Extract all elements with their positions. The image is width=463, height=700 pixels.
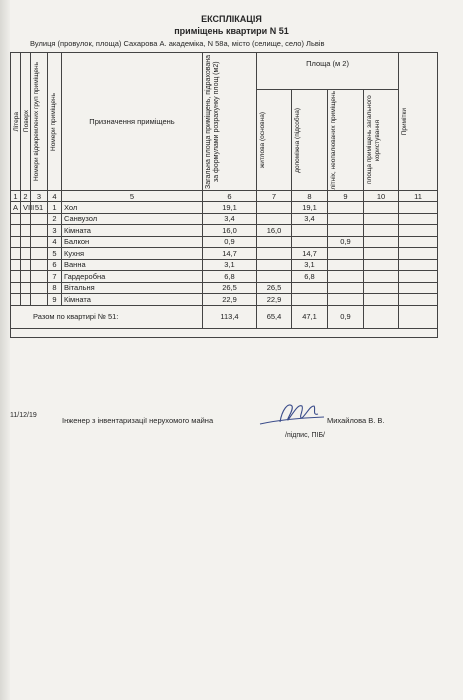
cell-notes [399, 271, 438, 283]
cell-aux: 3,4 [292, 213, 328, 225]
spacer-row [11, 328, 438, 337]
cell-aux: 3,1 [292, 259, 328, 271]
col-number: 6 [203, 191, 257, 202]
total-aux: 47,1 [292, 305, 328, 328]
cell-notes [399, 236, 438, 248]
total-area: 113,4 [203, 305, 257, 328]
cell-notes [399, 294, 438, 306]
cell-group [31, 213, 48, 225]
cell-lit [11, 282, 21, 294]
cell-common [364, 202, 399, 214]
signature-image [258, 400, 328, 430]
cell-notes [399, 225, 438, 237]
cell-notes [399, 213, 438, 225]
cell-notes [399, 248, 438, 260]
cell-group [31, 282, 48, 294]
cell-lit [11, 271, 21, 283]
cell-summer [328, 271, 364, 283]
sign-date: 11/12/19 [10, 412, 37, 419]
engineer-name: Михайлова В. В. [327, 416, 385, 425]
col-header-11: Примітки [399, 53, 438, 191]
cell-floor [21, 294, 31, 306]
cell-summer [328, 202, 364, 214]
cell-floor [21, 282, 31, 294]
cell-notes [399, 202, 438, 214]
cell-floor [21, 236, 31, 248]
table-row [11, 202, 438, 214]
cell-lit [11, 213, 21, 225]
cell-floor: VIII [21, 202, 31, 214]
cell-num: 1 [48, 202, 62, 214]
cell-living [257, 248, 292, 260]
table-row [11, 225, 438, 237]
cell-total: 3,4 [203, 213, 257, 225]
table-row [11, 282, 438, 294]
cell-summer [328, 225, 364, 237]
explication-table [10, 52, 438, 338]
col-number: 4 [48, 191, 62, 202]
cell-living [257, 259, 292, 271]
cell-total: 3,1 [203, 259, 257, 271]
cell-summer [328, 213, 364, 225]
cell-lit: А [11, 202, 21, 214]
cell-summer [328, 282, 364, 294]
cell-group [31, 259, 48, 271]
col-number: 1 [11, 191, 21, 202]
col-header-2: Поверх [21, 53, 31, 191]
col-number: 7 [257, 191, 292, 202]
total-row [11, 305, 438, 328]
cell-floor [21, 271, 31, 283]
cell-aux: 6,8 [292, 271, 328, 283]
address-line: Вулиця (провулок, площа) Сахарова А. академіка, N 58а, місто (селище, село) Львів [30, 39, 325, 48]
cell-lit [11, 236, 21, 248]
col-header-3: Номери відокремлених груп приміщень [31, 53, 48, 191]
cell-total: 14,7 [203, 248, 257, 260]
cell-living: 16,0 [257, 225, 292, 237]
col-header-6: Загальна площа приміщень, підрахована за формулами розрахунку площ (м2) [203, 53, 257, 191]
cell-name: Хол [62, 202, 203, 214]
cell-name: Гардеробна [62, 271, 203, 283]
cell-total: 6,8 [203, 271, 257, 283]
cell-name: Кухня [62, 248, 203, 260]
column-number-row [11, 191, 438, 202]
cell-floor [21, 248, 31, 260]
total-living: 65,4 [257, 305, 292, 328]
cell-aux [292, 282, 328, 294]
cell-floor [21, 225, 31, 237]
cell-common [364, 225, 399, 237]
col-header-5: Призначення приміщень [62, 53, 203, 191]
total-summer: 0,9 [328, 305, 364, 328]
cell-num: 3 [48, 225, 62, 237]
cell-num: 5 [48, 248, 62, 260]
cell-common [364, 271, 399, 283]
cell-notes [399, 259, 438, 271]
table-row [11, 236, 438, 248]
sign-caption: /підпис, ПІБ/ [285, 432, 325, 439]
cell-common [364, 236, 399, 248]
cell-name: Кімната [62, 294, 203, 306]
cell-common [364, 213, 399, 225]
cell-num: 8 [48, 282, 62, 294]
cell-num: 2 [48, 213, 62, 225]
cell-total: 0,9 [203, 236, 257, 248]
table-row [11, 213, 438, 225]
cell-living [257, 202, 292, 214]
col-number: 2 [21, 191, 31, 202]
cell-common [364, 282, 399, 294]
cell-name: Вітальня [62, 282, 203, 294]
doc-subtitle: приміщень квартири N 51 [174, 26, 289, 36]
col-header-1: Літера [11, 53, 21, 191]
cell-total: 19,1 [203, 202, 257, 214]
cell-summer [328, 294, 364, 306]
total-label: Разом по квартирі № 51: [11, 305, 203, 328]
cell-lit [11, 225, 21, 237]
col-header-7: житлова (основна) [257, 90, 292, 191]
cell-num: 9 [48, 294, 62, 306]
engineer-role: Інженер з інвентаризації нерухомого майна [62, 416, 214, 425]
cell-notes [399, 282, 438, 294]
cell-living [257, 236, 292, 248]
cell-common [364, 248, 399, 260]
col-header-8: допоміжна (підсобна) [292, 90, 328, 191]
table-row [11, 271, 438, 283]
cell-group [31, 271, 48, 283]
cell-aux: 14,7 [292, 248, 328, 260]
cell-total: 26,5 [203, 282, 257, 294]
cell-summer [328, 259, 364, 271]
cell-aux [292, 294, 328, 306]
col-header-9: літніх, неопалюваних приміщень [328, 90, 364, 191]
cell-summer [328, 248, 364, 260]
cell-num: 6 [48, 259, 62, 271]
doc-title: ЕКСПЛІКАЦІЯ [201, 14, 262, 24]
cell-name: Ванна [62, 259, 203, 271]
cell-total: 16,0 [203, 225, 257, 237]
area-group-header: Площа (м 2) [257, 53, 399, 90]
cell-living: 26,5 [257, 282, 292, 294]
binder-edge [0, 0, 10, 700]
cell-name: Балкон [62, 236, 203, 248]
cell-group [31, 236, 48, 248]
cell-aux [292, 225, 328, 237]
cell-floor [21, 259, 31, 271]
total-common [364, 305, 399, 328]
cell-common [364, 259, 399, 271]
cell-living [257, 213, 292, 225]
total-notes [399, 305, 438, 328]
cell-floor [21, 213, 31, 225]
cell-num: 4 [48, 236, 62, 248]
cell-name: Санвузол [62, 213, 203, 225]
table-row [11, 294, 438, 306]
cell-group: 51 [31, 202, 48, 214]
cell-living: 22,9 [257, 294, 292, 306]
col-header-10: площа приміщень загального користування [364, 90, 399, 191]
col-number: 9 [328, 191, 364, 202]
col-number: 8 [292, 191, 328, 202]
cell-group [31, 225, 48, 237]
cell-aux: 19,1 [292, 202, 328, 214]
cell-name: Кімната [62, 225, 203, 237]
table-row [11, 248, 438, 260]
cell-lit [11, 259, 21, 271]
col-header-4: Номери приміщень [48, 53, 62, 191]
cell-group [31, 294, 48, 306]
cell-summer: 0,9 [328, 236, 364, 248]
cell-group [31, 248, 48, 260]
col-number: 3 [31, 191, 48, 202]
table-row [11, 259, 438, 271]
cell-living [257, 271, 292, 283]
cell-aux [292, 236, 328, 248]
cell-common [364, 294, 399, 306]
cell-num: 7 [48, 271, 62, 283]
cell-total: 22,9 [203, 294, 257, 306]
col-number: 11 [399, 191, 438, 202]
col-number: 10 [364, 191, 399, 202]
col-number: 5 [62, 191, 203, 202]
cell-lit [11, 248, 21, 260]
cell-lit [11, 294, 21, 306]
